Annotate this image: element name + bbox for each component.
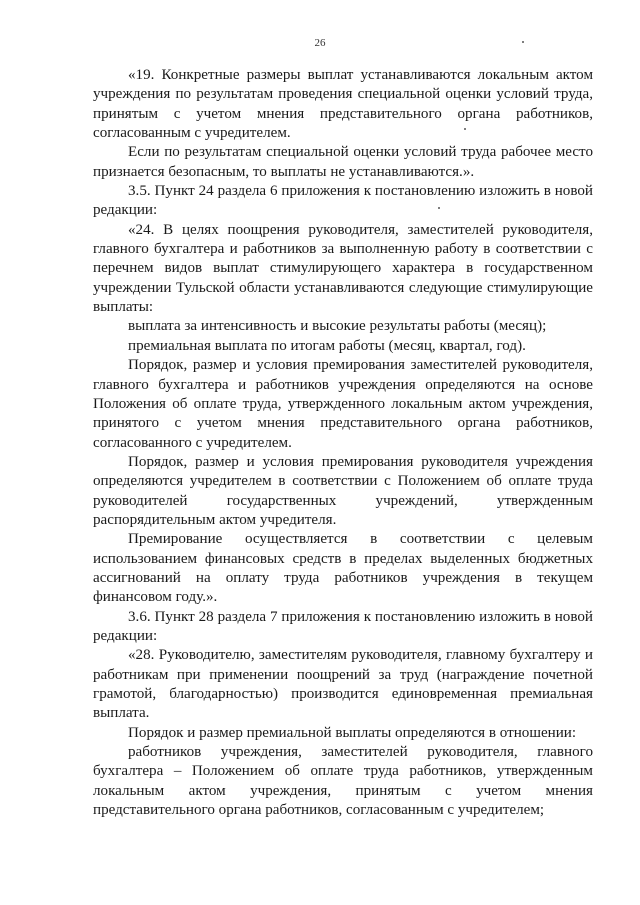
paragraph-head-bonus-order: Порядок, размер и условия премирования руководителя учреждения определяются учредителем в соответствии с Положением об оплате труда руководителей государственных учреждений, утвержденным распорядительным актом учредителя. [93,453,593,528]
paragraph-clause-24: «24. В целях поощрения руководителя, заместителей руководителя, главного бухгалтера и работников за выполненную работу в соответствии с перечнем видов выплат стимулирующего характера в государственном учреждении Тульской области устанавливаются следующие стимулирующие выплаты: [93,221,593,316]
scan-speck [438,207,440,209]
paragraph-safe-workplace: Если по результатам специальной оценки условий труда рабочее место признается безопасным, то выплаты не устанавливаются.». [93,144,593,180]
list-item-bonus-payment: премиальная выплата по итогам работы (месяц, квартал, год). [128,337,526,354]
paragraph-section-3-6: 3.6. Пункт 28 раздела 7 приложения к постановлению изложить в новой редакции: [93,608,593,644]
paragraph-bonus-funding: Премирование осуществляется в соответствии с целевым использованием финансовых средств в пределах выделенных бюджетных ассигнований на оплату труда работников учреждения в текущем финансовом году.». [93,531,593,606]
paragraph-employees-regulation: работников учреждения, заместителей руководителя, главного бухгалтера – Положением об оплате труда работников, утвержденным локальным актом учреждения, принятым с учетом мнения представительного органа работников, согласованным с учредителем; [93,744,593,819]
paragraph-bonus-amount-order: Порядок и размер премиальной выплаты определяются в отношении: [128,724,577,741]
page-number: 26 [314,37,326,49]
document-body [93,66,593,820]
paragraph-clause-19: «19. Конкретные размеры выплат устанавливаются локальным актом учреждения по результатам проведения специальной оценки условий труда, принятым с учетом мнения представительного органа работников, согласованным с учредителем. [93,67,593,142]
paragraph-deputies-bonus-order: Порядок, размер и условия премирования заместителей руководителя, главного бухгалтера и работников учреждения определяются на основе Положения об оплате труда, утвержденного локальным актом учреждения, принятого с учетом мнения представительного органа работников, согласованного с учредителем. [93,357,593,451]
scan-speck [522,41,524,43]
paragraph-section-3-5: 3.5. Пункт 24 раздела 6 приложения к постановлению изложить в новой редакции: [93,183,593,219]
paragraph-clause-28: «28. Руководителю, заместителям руководителя, главному бухгалтеру и работникам при применении поощрений за труд (награждение почетной грамотой, благодарностью) производится единовременная премиальная выплата. [93,647,593,722]
list-item-intensity-payment: выплата за интенсивность и высокие результаты работы (месяц); [128,318,547,335]
scan-speck [464,128,466,130]
